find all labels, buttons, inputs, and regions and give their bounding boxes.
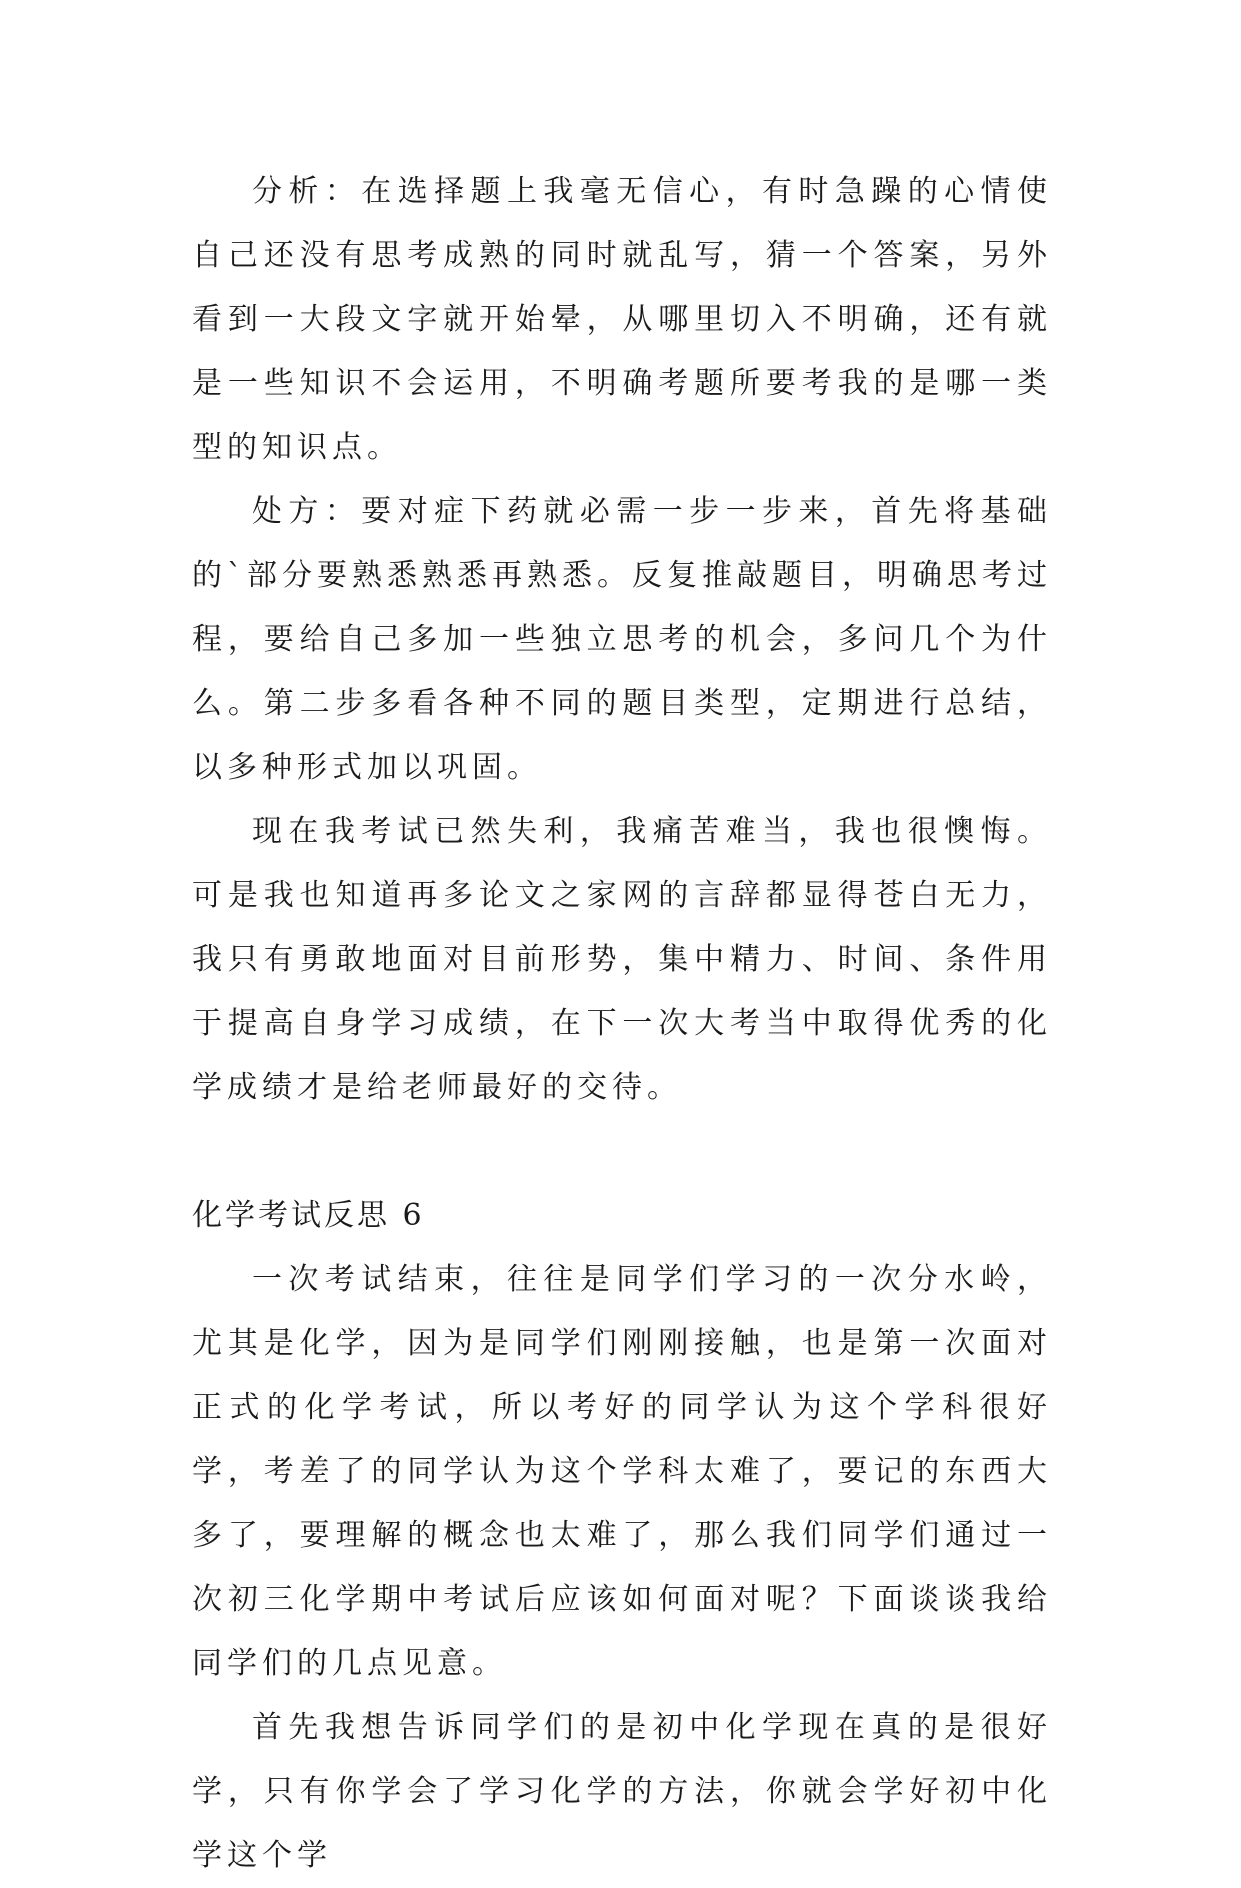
section-spacer — [192, 1120, 1052, 1184]
document-page — [192, 160, 1052, 1888]
section-title: 化学考试反思 6 — [192, 1198, 425, 1233]
paragraph-intro: 一次考试结束，往往是同学们学习的一次分水岭，尤其是化学，因为是同学们刚刚接触，也是第一次面对正式的化学考试，所以考好的同学认为这个学科很好学，考差了的同学认为这个学科太难了，要记的东西大多了，要理解的概念也太难了，那么我们同学们通过一次初三化学期中考试后应该如何面对呢？下面谈谈我给同学们的几点见意。 — [192, 1262, 1052, 1681]
paragraph-conclusion: 现在我考试已然失利，我痛苦难当，我也很懊悔。可是我也知道再多论文之家网的言辞都显得苍白无力，我只有勇敢地面对目前形势，集中精力、时间、条件用于提高自身学习成绩，在下一次大考当中取得优秀的化学成绩才是给老师最好的交待。 — [192, 814, 1052, 1105]
paragraph-first-point: 首先我想告诉同学们的是初中化学现在真的是很好学，只有你学会了学习化学的方法，你就会学好初中化学这个学 — [192, 1710, 1052, 1873]
paragraph-prescription: 处方：要对症下药就必需一步一步来，首先将基础的`部分要熟悉熟悉再熟悉。反复推敲题目，明确思考过程，要给自己多加一些独立思考的机会，多问几个为什么。第二步多看各种不同的题目类型，定期进行总结，以多种形式加以巩固。 — [192, 494, 1052, 785]
paragraph-analysis: 分析：在选择题上我毫无信心，有时急躁的心情使自己还没有思考成熟的同时就乱写，猜一个答案，另外看到一大段文字就开始晕，从哪里切入不明确，还有就是一些知识不会运用，不明确考题所要考我的是哪一类型的知识点。 — [192, 174, 1052, 465]
